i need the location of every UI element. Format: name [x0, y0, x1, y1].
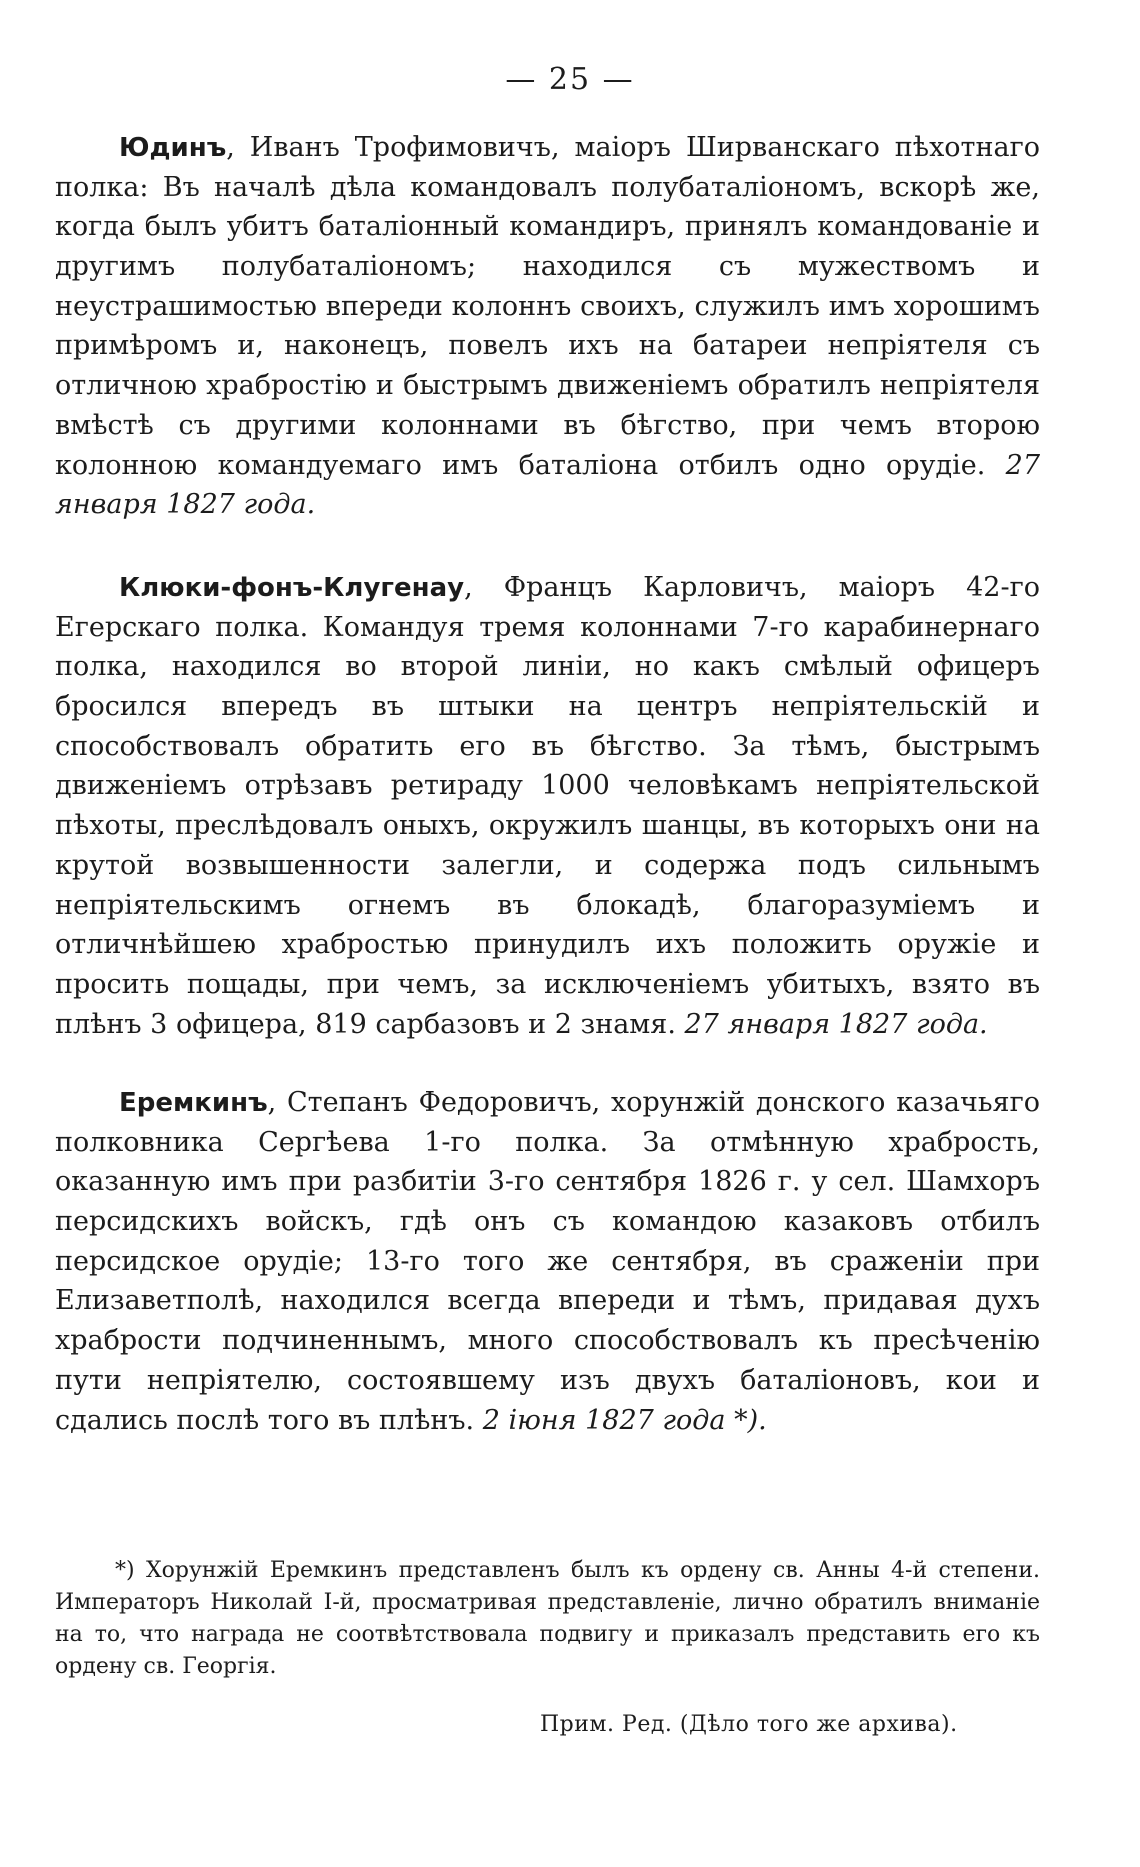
entry-name: Юдинъ	[119, 133, 227, 163]
footnote-source: Прим. Ред. (Дѣло того же архива).	[540, 1712, 958, 1737]
entry-klugenau	[55, 568, 1040, 1044]
entry-eremkin	[55, 1083, 1040, 1440]
entry-yudin	[55, 128, 1040, 525]
page-number: — 25 —	[505, 62, 635, 97]
entry-date: 27 января 1827 года.	[684, 1008, 988, 1040]
entry-name: Клюки-фонъ-Клугенау	[119, 573, 465, 603]
entry-date: 2 іюня 1827 года *).	[482, 1404, 767, 1436]
entry-name: Еремкинъ	[119, 1088, 268, 1118]
footnote: *) Хорунжій Еремкинъ представленъ былъ къ ордену св. Анны 4-й степени. Императоръ Николай I-й, просматривая представленіе, лично обратилъ вниманіе на то, что награда не соотвѣтствовала подвигу и приказалъ представить его къ ордену св. Георгія.	[55, 1558, 1040, 1679]
entry-text: , Францъ Карловичъ, маіоръ 42-го Егерскаго полка. Командуя тремя колоннами 7-го карабинернаго полка, находился во второй линіи, но какъ смѣлый офицеръ бросился впередъ въ штыки на центръ непріятельскій и способствовалъ обратить его въ бѣгство. За тѣмъ, быстрымъ движеніемъ отрѣзавъ ретираду 1000 человѣкамъ непріятельской пѣхоты, преслѣдовалъ оныхъ, окружилъ шанцы, въ которыхъ они на крутой возвышенности залегли, и содержа подъ сильнымъ непріятельскимъ огнемъ въ блокадѣ, благоразуміемъ и отличнѣйшею храбростью принудилъ ихъ положить оружіе и просить пощады, при чемъ, за исключеніемъ убитыхъ, взято въ плѣнъ 3 офицера, 819 сарбазовъ и 2 знамя.	[55, 572, 1040, 1040]
entry-text: , Степанъ Федоровичъ, хорунжій донского казачьяго полковника Сергѣева 1-го полка. За отмѣнную храбрость, оказанную имъ при разбитіи 3-го сентября 1826 г. у сел. Шамхоръ персидскихъ войскъ, гдѣ онъ съ командою казаковъ отбилъ персидское орудіе; 13-го того же сентября, въ сраженіи при Елизаветполѣ, находился всегда впереди и тѣмъ, придавая духъ храбрости подчиненнымъ, много способствовалъ къ пресѣченію пути непріятелю, состоявшему изъ двухъ баталіоновъ, кои и сдались послѣ того въ плѣнъ.	[55, 1087, 1040, 1436]
entry-text: , Иванъ Трофимовичъ, маіоръ Ширванскаго пѣхотнаго полка: Въ началѣ дѣла командовалъ полубаталіономъ, вскорѣ же, когда былъ убитъ баталіонный командиръ, принялъ командованіе и другимъ полубаталіономъ; находился съ мужествомъ и неустрашимостью впереди колоннъ своихъ, служилъ имъ хорошимъ примѣромъ и, наконецъ, повелъ ихъ на батареи непріятеля съ отличною храбростію и быстрымъ движеніемъ обратилъ непріятеля вмѣстѣ съ другими колоннами въ бѣгство, при чемъ второю колонною командуемаго имъ баталіона отбилъ одно орудіе.	[55, 132, 1040, 481]
entry-date: 27 января 1827 года.	[55, 449, 1040, 521]
